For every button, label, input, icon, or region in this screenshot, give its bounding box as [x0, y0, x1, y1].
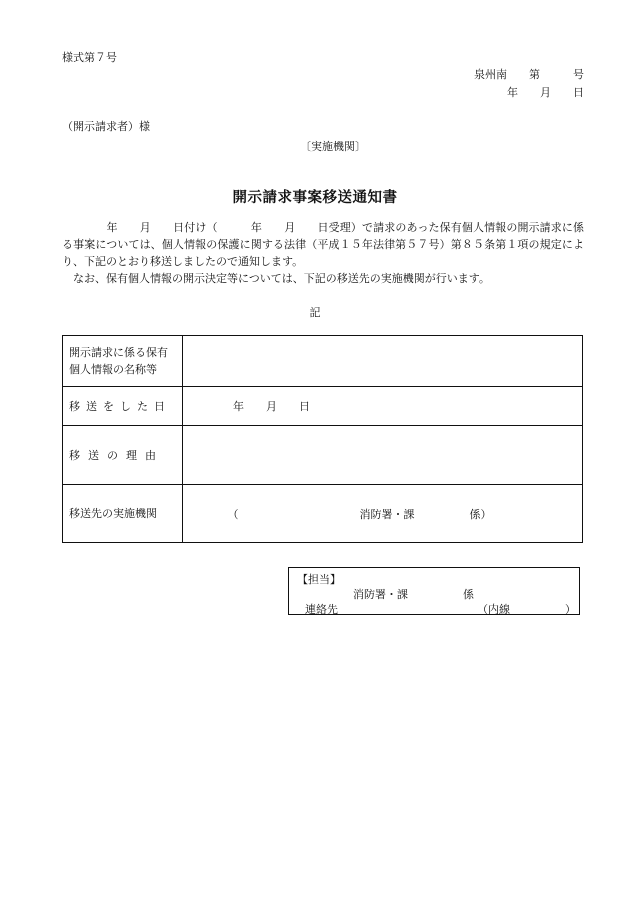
page-title: 開示請求事案移送通知書: [232, 190, 398, 206]
body-paragraph-2: なお、保有個人情報の開示決定等については、下記の移送先の実施機関が行います。: [62, 272, 490, 285]
table-row: [63, 387, 583, 426]
document-number: 泉州南 第 号: [474, 68, 584, 81]
row-value-info-name[interactable]: [183, 336, 583, 387]
contact-department: 消防署・課 係: [353, 588, 474, 601]
issue-date: 年 月 日: [507, 86, 584, 99]
body-text: [62, 219, 584, 287]
row-label-transfer-date: 移送をした日: [63, 387, 183, 426]
table-row: [63, 336, 583, 387]
table-row: [63, 485, 583, 543]
contact-box: [288, 567, 580, 615]
recipient: （開示請求者）様: [62, 120, 150, 133]
contact-heading: 【担当】: [297, 573, 341, 586]
row-value-destination-agency[interactable]: （ 消防署・課 係）: [183, 485, 583, 543]
contact-extension: （内線 ）: [477, 603, 576, 616]
form-number: 様式第７号: [62, 51, 117, 64]
row-value-transfer-date[interactable]: 年 月 日: [183, 387, 583, 426]
issuing-agency: 〔実施機関〕: [300, 140, 366, 153]
table-row: [63, 426, 583, 485]
transfer-details-table: [62, 335, 583, 543]
row-label-transfer-reason: 移送の理由: [63, 426, 183, 485]
contact-phone-label: 連絡先: [305, 603, 338, 616]
body-paragraph-1: 年 月 日付け（ 年 月 日受理）で請求のあった保有個人情報の開示請求に係る事案については、個人情報の保護に関する法律（平成１５年法律第５７号）第８５条第１項の規定により、下記のとおり移送しましたので通知します。: [62, 221, 584, 268]
row-value-transfer-reason[interactable]: [183, 426, 583, 485]
row-label-info-name: 開示請求に係る保有個人情報の名称等: [63, 336, 183, 387]
row-label-destination-agency: 移送先の実施機関: [63, 485, 183, 543]
ki-marker: 記: [309, 306, 321, 319]
